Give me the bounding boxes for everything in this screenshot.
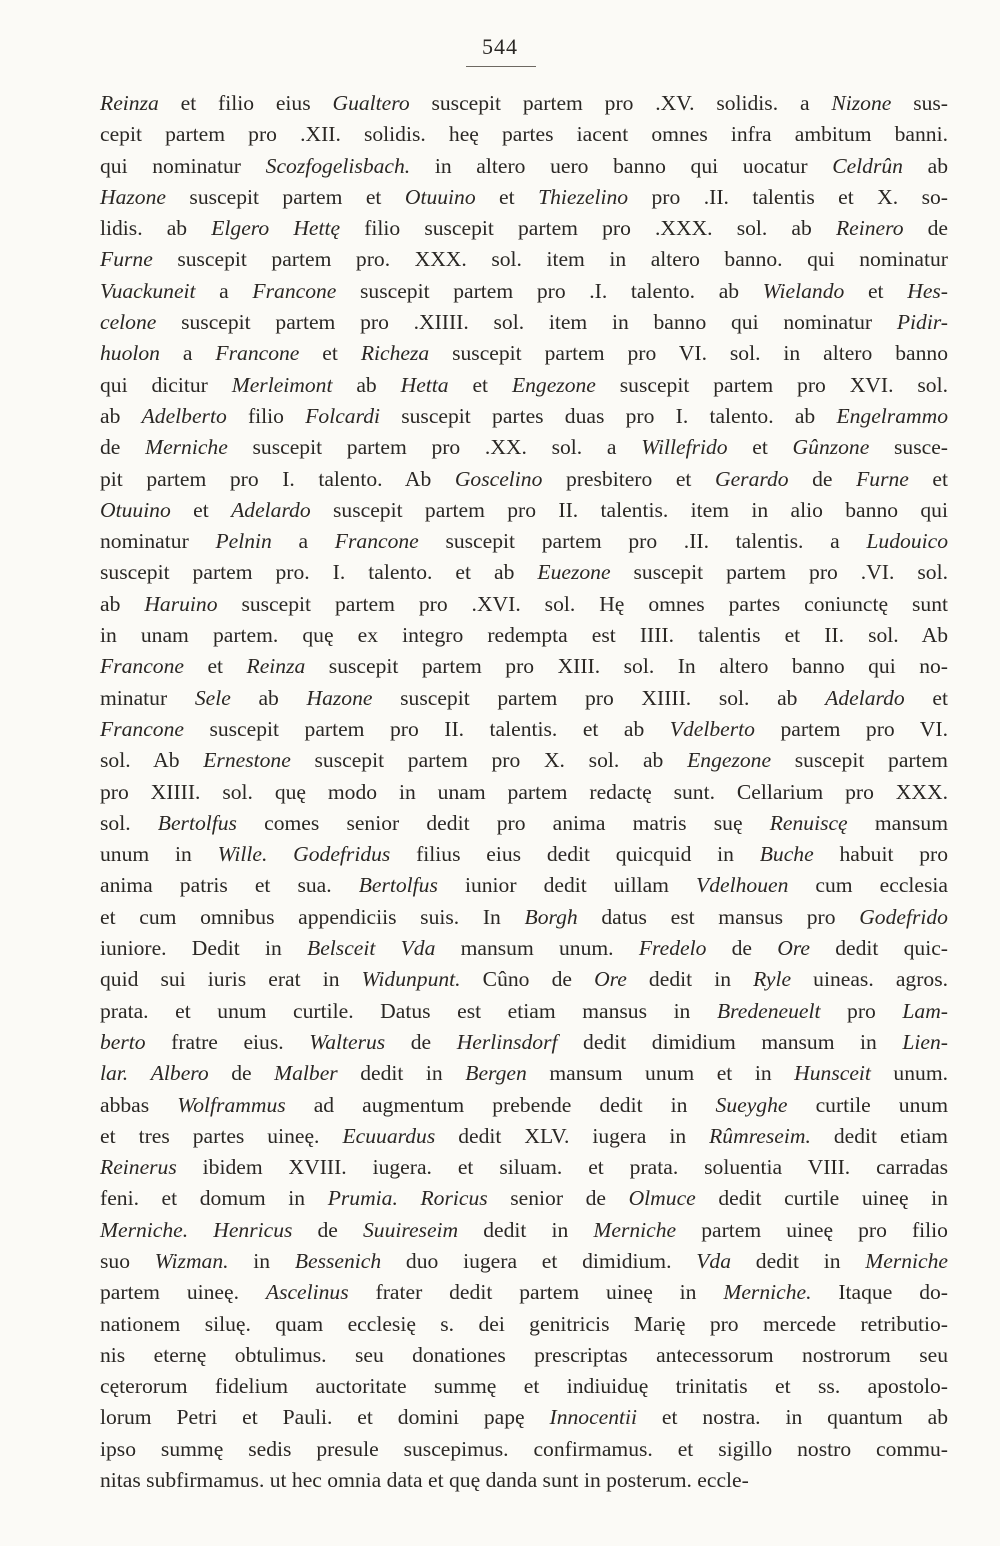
text-run: mansum unum. [435, 936, 639, 961]
text-run: ibidem XVIII. iugera. et siluam. et prata. soluentia VIII. carradas [176, 1155, 948, 1180]
text-run: in altero uero banno qui uocatur [410, 153, 833, 178]
text-line [100, 338, 948, 369]
text-run: quid sui iuris erat in [100, 967, 362, 992]
italic-name: Folcardi [305, 403, 380, 428]
italic-name: Gerardo [715, 466, 789, 491]
text-run: de [100, 435, 146, 460]
text-line [100, 683, 948, 714]
text-run: nitas subfirmamus. ut hec omnia data et quę danda sunt in posterum. eccle- [100, 1468, 749, 1493]
text-line [100, 870, 948, 901]
italic-name: Gûnzone [792, 435, 870, 460]
text-run: datus est mansus pro [577, 904, 860, 929]
italic-name: Prumia. [327, 1186, 398, 1211]
italic-name: Pidir- [896, 310, 948, 335]
text-line [100, 464, 948, 495]
italic-name: berto [100, 1029, 146, 1054]
text-run: sus- [891, 91, 948, 115]
text-line [100, 244, 948, 275]
text-run: partem uineę. [100, 1280, 266, 1305]
text-run: suscepit partem [771, 748, 948, 773]
text-run: et filio eius [158, 91, 333, 115]
italic-name: Celdrûn [832, 153, 903, 178]
italic-name: Rûmreseim. [709, 1123, 811, 1148]
text-run: suo [100, 1248, 155, 1273]
text-run: feni. et domum in [100, 1186, 328, 1211]
italic-name: Sele [194, 685, 231, 710]
text-run: sol. [100, 810, 158, 835]
italic-name: Gualtero [332, 91, 410, 115]
italic-name: Nizone [831, 91, 892, 115]
italic-name: Reinza [100, 91, 159, 115]
text-line [100, 1090, 948, 1121]
text-run: minatur [100, 685, 195, 710]
text-line [100, 745, 948, 776]
text-run: de [788, 466, 857, 491]
text-run: suscepit partem pro II. talentis. et ab [183, 716, 670, 741]
italic-name: Reinero [835, 216, 904, 241]
text-run: et tres partes uineę. [100, 1123, 343, 1148]
text-run: dedit etiam [810, 1123, 948, 1148]
italic-name: Hazone [100, 184, 166, 209]
text-run: uineas. agros. [791, 967, 948, 992]
text-line [100, 151, 948, 182]
italic-name: Bergen [465, 1061, 527, 1086]
text-run: dedit in [626, 967, 754, 992]
italic-name: Merniche. [723, 1280, 812, 1305]
text-line [100, 1152, 948, 1183]
text-run: filio suscepit partem pro .XXX. sol. ab [340, 216, 836, 241]
italic-name: Otuuino [404, 184, 476, 209]
italic-name: Otuuino [100, 497, 171, 522]
italic-name: Lam- [902, 998, 948, 1023]
italic-name: celone [100, 310, 157, 335]
body-text [100, 88, 948, 1496]
italic-name: Wolframmus [177, 1092, 286, 1117]
italic-name: Borgh [524, 904, 578, 929]
italic-name: Ernestone [203, 748, 291, 773]
text-run: a [271, 529, 335, 554]
text-run: dedit in [337, 1061, 466, 1086]
text-run: ab [100, 591, 145, 616]
italic-name: Lien- [902, 1029, 948, 1054]
italic-name: huolon [100, 341, 160, 366]
text-run [267, 842, 293, 866]
text-run: de [706, 936, 778, 961]
text-line [100, 964, 948, 995]
italic-name: Adelardo [825, 685, 905, 710]
italic-name: Sueyghe [715, 1092, 788, 1117]
italic-name: Roricus [420, 1186, 488, 1211]
text-run: dedit in [731, 1248, 866, 1273]
italic-name: Malber [274, 1061, 338, 1086]
text-line [100, 1246, 948, 1277]
text-line [100, 1402, 948, 1433]
text-run: qui dicitur [100, 372, 232, 397]
italic-name: Vuackuneit [100, 278, 196, 303]
text-run: de [292, 1217, 363, 1242]
italic-name: Reinerus [100, 1155, 177, 1180]
italic-name: Ascelinus [265, 1280, 349, 1305]
italic-name: Suuireseim [362, 1217, 459, 1242]
italic-name: Bertolfus [358, 873, 438, 898]
text-run: pro XIIII. sol. quę modo in unam partem redactę sunt. Cellarium pro XXX. [100, 779, 948, 804]
text-run: suscepit partem pro X. sol. ab [290, 748, 688, 773]
italic-name: Ore [594, 967, 627, 992]
text-run: partem pro VI. [754, 716, 948, 741]
italic-name: Francone [100, 654, 184, 679]
text-run: de [385, 1029, 457, 1054]
text-run: iuniore. Dedit in [100, 936, 308, 961]
italic-name: lar. [100, 1061, 129, 1086]
text-line [100, 1027, 948, 1058]
text-run: dedit XLV. iugera in [435, 1123, 710, 1148]
text-line [100, 401, 948, 432]
text-run: suscepit partem pro. XXX. sol. item in altero banno. qui nominatur [152, 247, 948, 272]
text-run: frater dedit partem uineę in [348, 1280, 724, 1305]
text-run: suscepit partem pro XIII. sol. In altero banno qui no- [305, 654, 948, 679]
italic-name: Richeza [360, 341, 430, 366]
italic-name: Pelnin [215, 529, 272, 554]
italic-name: Wielando [762, 278, 845, 303]
italic-name: Elgero Hettę [211, 216, 341, 241]
text-run: presbitero et [542, 466, 715, 491]
text-run: suscepit partem pro .II. talentis. a [418, 529, 867, 554]
text-run: de [903, 216, 949, 241]
text-run: et [183, 654, 247, 679]
italic-name: Ore [777, 936, 810, 961]
italic-name: Buche [759, 842, 814, 867]
text-line [100, 1340, 948, 1371]
text-run: et nostra. in quantum ab [637, 1405, 948, 1430]
text-line [100, 1465, 948, 1496]
italic-name: Vdelhouen [696, 873, 789, 898]
text-line [100, 1309, 948, 1340]
italic-name: Hazone [306, 685, 373, 710]
text-run: cum ecclesia [788, 873, 948, 898]
text-run: unum. [870, 1061, 949, 1086]
italic-name: Bredeneuelt [716, 998, 821, 1023]
italic-name: Engezone [687, 748, 772, 773]
text-run: ab [100, 403, 142, 428]
italic-name: Willefrido [641, 435, 728, 460]
text-line [100, 370, 948, 401]
text-run: anima patris et sua. [100, 873, 359, 898]
text-run: prata. et unum curtile. Datus est etiam mansus in [100, 998, 717, 1023]
text-run: suscepit partem pro. I. talento. et ab [100, 560, 538, 585]
italic-name: Albero [150, 1061, 209, 1086]
text-run: suscepit partem pro .VI. sol. [610, 560, 948, 585]
text-line [100, 933, 948, 964]
italic-name: Adelberto [141, 403, 227, 428]
text-run: suscepit partes duas pro I. talento. ab [380, 403, 837, 428]
italic-name: Hunsceit [794, 1061, 871, 1086]
text-run: ab [902, 153, 948, 178]
italic-name: Olmuce [628, 1186, 696, 1211]
italic-name: Scozfogelisbach. [265, 153, 411, 178]
text-run: habuit pro [813, 842, 949, 867]
text-run: pro [820, 998, 903, 1023]
text-line [100, 1121, 948, 1152]
header-rule [466, 66, 536, 67]
italic-name: Walterus [309, 1029, 386, 1054]
text-run: suscepit partem pro .XX. sol. a [227, 435, 642, 460]
text-run: et [475, 184, 539, 209]
text-run: mansum [847, 810, 948, 835]
text-run: et [908, 466, 949, 491]
text-run: Itaque do- [811, 1280, 948, 1305]
italic-name: Vdelberto [669, 716, 755, 741]
text-run: et [727, 435, 793, 460]
text-line [100, 432, 948, 463]
text-run: pit partem pro I. talento. Ab [100, 466, 455, 491]
text-run: ab [332, 372, 401, 397]
text-run [188, 1218, 213, 1242]
italic-name: Engelrammo [836, 403, 948, 428]
text-line [100, 620, 948, 651]
text-run: Cûno de [460, 967, 595, 992]
text-run: partem uineę pro filio [676, 1217, 948, 1242]
italic-name: Merniche [145, 435, 228, 460]
text-run: et [904, 685, 948, 710]
italic-name: Vda [696, 1248, 732, 1273]
italic-name: Merniche [865, 1248, 948, 1273]
italic-name: Bertolfus [157, 810, 237, 835]
text-run: et cum omnibus appendiciis suis. In [100, 904, 525, 929]
italic-name: Haruino [144, 591, 218, 616]
text-line [100, 1058, 948, 1089]
italic-name: Widunpunt. [361, 967, 461, 992]
text-run: in [228, 1248, 295, 1273]
italic-name: Francone [100, 716, 184, 741]
text-line [100, 1277, 948, 1308]
text-run: nominatur [100, 529, 216, 554]
italic-name: Hetta [400, 372, 449, 397]
text-run: dedit curtile uineę in [695, 1186, 948, 1211]
italic-name: Ryle [753, 967, 792, 992]
text-run: unum in [100, 842, 218, 867]
text-run: fratre eius. [145, 1029, 310, 1054]
italic-name: Innocentii [549, 1405, 638, 1430]
italic-name: Francone [252, 278, 337, 303]
italic-name: Merniche [593, 1217, 677, 1242]
text-line [100, 589, 948, 620]
italic-name: Merniche. [100, 1217, 189, 1242]
text-run: mansum unum et in [526, 1061, 795, 1086]
italic-name: Francone [215, 341, 300, 366]
italic-name: Goscelino [454, 466, 543, 491]
italic-name: Francone [334, 529, 419, 554]
text-line [100, 808, 948, 839]
italic-name: Hes- [907, 278, 948, 303]
text-run: lorum Petri et Pauli. et domini papę [100, 1405, 550, 1430]
text-line [100, 996, 948, 1027]
text-line [100, 276, 948, 307]
page-number: 544 [482, 34, 518, 59]
text-run: de [208, 1061, 275, 1086]
text-run: suscepit partem pro XVI. sol. [595, 372, 948, 397]
text-line [100, 526, 948, 557]
text-run: qui nominatur [100, 153, 266, 178]
italic-name: Wizman. [154, 1248, 229, 1273]
text-run: iunior dedit uillam [437, 873, 697, 898]
text-run: ab [230, 685, 307, 710]
italic-name: Herlinsdorf [456, 1029, 558, 1054]
text-line [100, 119, 948, 150]
text-run: dedit in [458, 1217, 594, 1242]
text-run: ad augmentum prebende dedit in [285, 1092, 716, 1117]
italic-name: Merleimont [231, 372, 333, 397]
italic-name: Renuiscę [769, 810, 848, 835]
text-line [100, 1183, 948, 1214]
italic-name: Engezone [511, 372, 596, 397]
text-run: abbas [100, 1092, 178, 1117]
text-run: sol. Ab [100, 748, 204, 773]
text-line [100, 495, 948, 526]
text-run: dedit dimidium mansum in [557, 1029, 903, 1054]
text-line [100, 839, 948, 870]
italic-name: Furne [856, 466, 909, 491]
italic-name: Adelardo [231, 497, 311, 522]
italic-name: Thiezelino [538, 184, 629, 209]
italic-name: Euezone [537, 560, 611, 585]
italic-name: Ludouico [866, 529, 948, 554]
italic-name: Bessenich [294, 1248, 382, 1273]
text-run: suscepit partem et [165, 184, 405, 209]
text-run: dedit quic- [810, 936, 948, 961]
text-run: lidis. ab [100, 216, 212, 241]
italic-name: Fredelo [638, 936, 707, 961]
text-run: suscepit partem pro .XVI. sol. Hę omnes partes coniunctę sunt [217, 591, 949, 616]
text-run: suscepit partem pro XIIII. sol. ab [372, 685, 826, 710]
text-run: senior de [487, 1186, 629, 1211]
text-run: duo iugera et dimidium. [381, 1248, 697, 1273]
text-line [100, 714, 948, 745]
text-run: nis eternę obtulimus. seu donationes prescriptas antecessorum nostrorum seu [100, 1342, 948, 1367]
text-run: ipso summę sedis presule suscepimus. confirmamus. et sigillo nostro commu- [100, 1436, 948, 1461]
italic-name: Furne [100, 247, 153, 272]
text-run: et [299, 341, 361, 366]
italic-name: Belsceit Vda [307, 936, 436, 961]
text-run: filio [226, 403, 306, 428]
text-run: a [159, 341, 216, 366]
italic-name: Reinza [246, 654, 306, 679]
text-run: filius eius dedit quicquid in [390, 842, 760, 867]
text-run: curtile unum [787, 1092, 948, 1117]
text-run: et [844, 278, 908, 303]
text-line [100, 307, 948, 338]
italic-name: Henricus [213, 1217, 293, 1242]
text-run: suscepit partem pro VI. sol. in altero banno [429, 341, 948, 366]
italic-name: Godefridus [293, 842, 391, 867]
text-line [100, 777, 948, 808]
text-run [128, 1061, 151, 1085]
text-run: suscepit partem pro .XV. solidis. a [409, 91, 832, 115]
text-line [100, 1371, 948, 1402]
text-run: et [170, 497, 232, 522]
text-run: a [195, 278, 253, 303]
text-line [100, 1215, 948, 1246]
text-run: comes senior dedit pro anima matris suę [236, 810, 770, 835]
text-run: pro .II. talentis et X. so- [628, 184, 948, 209]
text-run: susce- [869, 435, 948, 460]
text-run: suscepit partem pro .XIIII. sol. item in banno qui nominatur [156, 310, 897, 335]
italic-name: Wille. [217, 842, 268, 867]
text-line [100, 182, 948, 213]
text-run: suscepit partem pro .I. talento. ab [336, 278, 763, 303]
italic-name: Godefrido [859, 904, 948, 929]
text-run: in unam partem. quę ex integro redempta est IIII. talentis et II. sol. Ab [100, 623, 948, 648]
text-run: cęterorum fidelium auctoritate summę et indiuiduę trinitatis et ss. apostolo- [100, 1374, 948, 1399]
text-run: et [448, 372, 512, 397]
text-line [100, 213, 948, 244]
text-line [100, 651, 948, 682]
text-run [398, 1186, 421, 1210]
text-run: suscepit partem pro II. talentis. item in alio banno qui [310, 497, 948, 522]
text-line [100, 557, 948, 588]
text-line [100, 902, 948, 933]
text-line [100, 1434, 948, 1465]
text-run: cepit partem pro .XII. solidis. heę partes iacent omnes infra ambitum banni. [100, 122, 948, 147]
text-line [100, 88, 948, 119]
italic-name: Ecuuardus [342, 1123, 436, 1148]
text-run: nationem siluę. quam ecclesię s. dei genitricis Marię pro mercede retributio- [100, 1311, 948, 1336]
